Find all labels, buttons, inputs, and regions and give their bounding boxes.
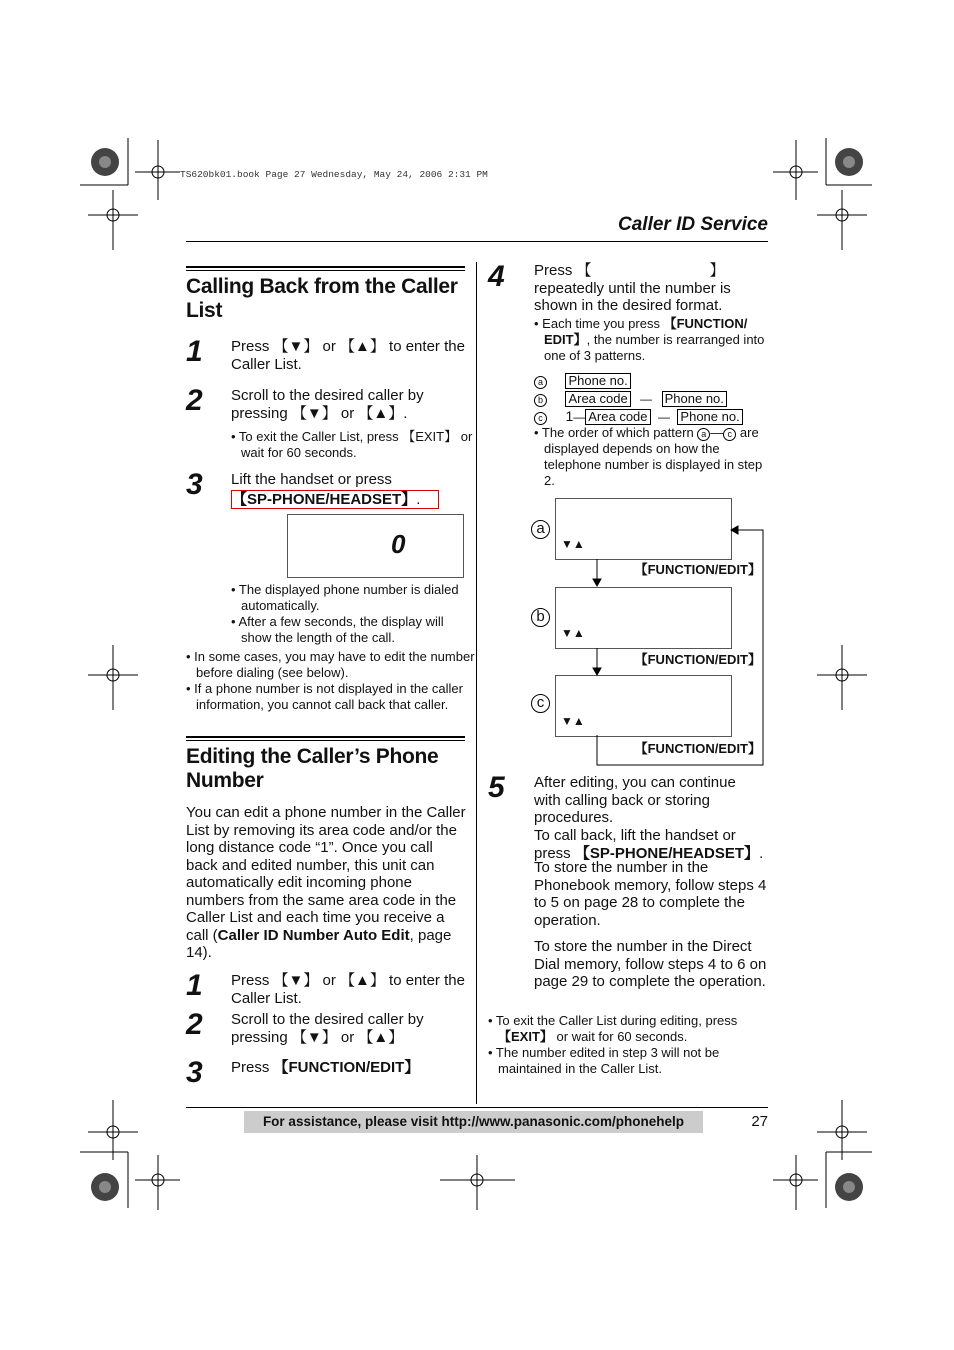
step-number: 3 — [186, 468, 203, 501]
pattern-label: c — [723, 428, 736, 441]
step-text-tail: . — [759, 844, 764, 862]
diagram-label-b: b — [531, 608, 550, 627]
note — [534, 316, 774, 364]
heading-editing: Editing the Caller’s Phone Number — [186, 745, 439, 792]
step-text: Lift the handset or press — [231, 471, 392, 488]
step-number: 5 — [488, 771, 505, 804]
exit-key: 【EXIT】 — [498, 1029, 553, 1044]
function-edit-key: 【FUNCTION/EDIT】 — [273, 1059, 420, 1076]
note-lead: • To exit the Caller List during editing, press — [488, 1013, 738, 1028]
note: • The number edited in step 3 will not be maintained in the Caller List. — [488, 1045, 720, 1076]
title-bar — [186, 736, 465, 741]
title-bar — [186, 266, 465, 271]
scroll-arrows-icon: ▼▲ — [561, 537, 585, 551]
sp-phone-headset-key: 【SP-PHONE/HEADSET】 — [574, 844, 760, 862]
scroll-arrows-icon: ▼▲ — [561, 626, 585, 640]
step-text-tail: . — [416, 491, 421, 508]
scroll-arrows-icon: ▼▲ — [561, 714, 585, 728]
note: • In some cases, you may have to edit the number before dialing (see below). — [186, 649, 475, 680]
note-tail: are displayed depends on how the telephone number is displayed in step 2. — [544, 425, 763, 488]
sp-phone-key-highlight — [231, 490, 439, 509]
footer-rule — [186, 1107, 768, 1108]
diagram-label-a: a — [531, 520, 550, 539]
paragraph-tail: , page 14). — [186, 926, 452, 961]
pattern-label: c — [534, 412, 547, 425]
step-number: 1 — [186, 969, 203, 1002]
function-edit-key: 【FUNCTION/ EDIT】 — [544, 316, 748, 347]
note-tail: or wait for 60 seconds. — [552, 1029, 688, 1044]
assistance-banner: For assistance, please visit http://www.panasonic.com/phonehelp — [244, 1111, 703, 1133]
dash: — — [657, 410, 670, 424]
note-tail: , the number is rearranged into one of 3 patterns. — [544, 332, 765, 363]
paragraph-bold: Caller ID Number Auto Edit — [217, 926, 410, 944]
step-number: 3 — [186, 1056, 203, 1089]
header-rule — [186, 241, 768, 242]
diagram-label-c: c — [531, 694, 550, 713]
pattern-c — [534, 408, 743, 426]
step-text: To store the number in the Phonebook memory, follow steps 4 to 5 on page 28 to complete the operation. — [534, 859, 767, 929]
step-number: 4 — [488, 260, 505, 293]
note: • To exit the Caller List, press 【EXIT】 or wait for 60 seconds. — [231, 429, 473, 460]
area-code-box: Area code — [565, 391, 630, 407]
print-info: TS620bk01.book Page 27 Wednesday, May 24, 2006 2:31 PM — [180, 169, 488, 180]
flow-arrows-icon — [550, 495, 780, 770]
function-edit-key: 【FUNCTION/EDIT】 — [634, 741, 761, 756]
step-number: 2 — [186, 384, 203, 417]
step-number: 1 — [186, 335, 203, 368]
phone-no-box: Phone no. — [677, 409, 742, 425]
press-close: 】 — [709, 262, 725, 279]
dash: — — [573, 410, 586, 424]
intro-paragraph — [186, 804, 466, 962]
step-text-body: repeatedly until the number is shown in the desired format. — [534, 279, 731, 314]
step-text-lead: To call back, lift the handset or press — [534, 827, 736, 862]
pattern-b — [534, 390, 727, 408]
phone-no-box: Phone no. — [662, 391, 727, 407]
step-text: After editing, you can continue with calling back or storing procedures. — [534, 774, 736, 826]
note — [488, 1013, 778, 1045]
section-title: Caller ID Service — [618, 214, 768, 235]
pattern-a — [534, 372, 631, 390]
step-text: Press 【▼】 or 【▲】 to enter the Caller List. — [231, 338, 465, 373]
step-text: Scroll to the desired caller by pressing 【▼】 or 【▲】 — [231, 1011, 424, 1046]
pattern-label: b — [534, 394, 547, 407]
step-number: 2 — [186, 1008, 203, 1041]
step-text — [534, 262, 766, 315]
press-open: Press 【 — [534, 262, 592, 279]
pattern-label: a — [534, 376, 547, 389]
step-text — [534, 827, 766, 862]
function-edit-key: 【FUNCTION/EDIT】 — [634, 652, 761, 667]
note-lead: • The order of which pattern — [534, 425, 698, 440]
step-text — [231, 1059, 466, 1077]
step-text: To store the number in the Direct Dial memory, follow steps 4 to 6 on page 29 to complete the operation. — [534, 938, 767, 990]
note: • After a few seconds, the display will show the length of the call. — [231, 614, 444, 645]
long-distance-one: 1 — [565, 408, 574, 424]
function-edit-key: 【FUNCTION/EDIT】 — [634, 562, 761, 577]
dash: — — [640, 392, 653, 406]
note: • If a phone number is not displayed in the caller information, you cannot call back that caller. — [186, 681, 463, 712]
area-code-box: Area code — [585, 409, 650, 425]
paragraph-text: You can edit a phone number in the Caller List by removing its area code and/or the long distance code “1”. Once you call back and edited number, this unit can automatically edit incoming phone numbers from the same area code in the Caller List and each time you receive a call ( — [186, 804, 466, 944]
lcd-display — [287, 514, 464, 578]
step-text-lead: Press — [231, 1059, 274, 1076]
column-divider — [476, 262, 477, 1104]
note: • The displayed phone number is dialed automatically. — [231, 582, 459, 613]
pattern-label: a — [697, 428, 710, 441]
step-text: Press 【▼】 or 【▲】 to enter the Caller List. — [231, 972, 465, 1007]
step-text: Scroll to the desired caller by pressing 【▼】 or 【▲】. — [231, 387, 424, 422]
note — [534, 425, 776, 489]
note-lead: • Each time you press — [534, 316, 664, 331]
heading-calling-back: Calling Back from the Caller List — [186, 275, 458, 322]
phone-no-box: Phone no. — [565, 373, 630, 389]
page-number: 27 — [751, 1113, 768, 1130]
lcd-glyph: 0 — [391, 529, 406, 559]
dash: — — [710, 425, 724, 440]
sp-phone-headset-key: 【SP-PHONE/HEADSET】 — [232, 491, 417, 508]
